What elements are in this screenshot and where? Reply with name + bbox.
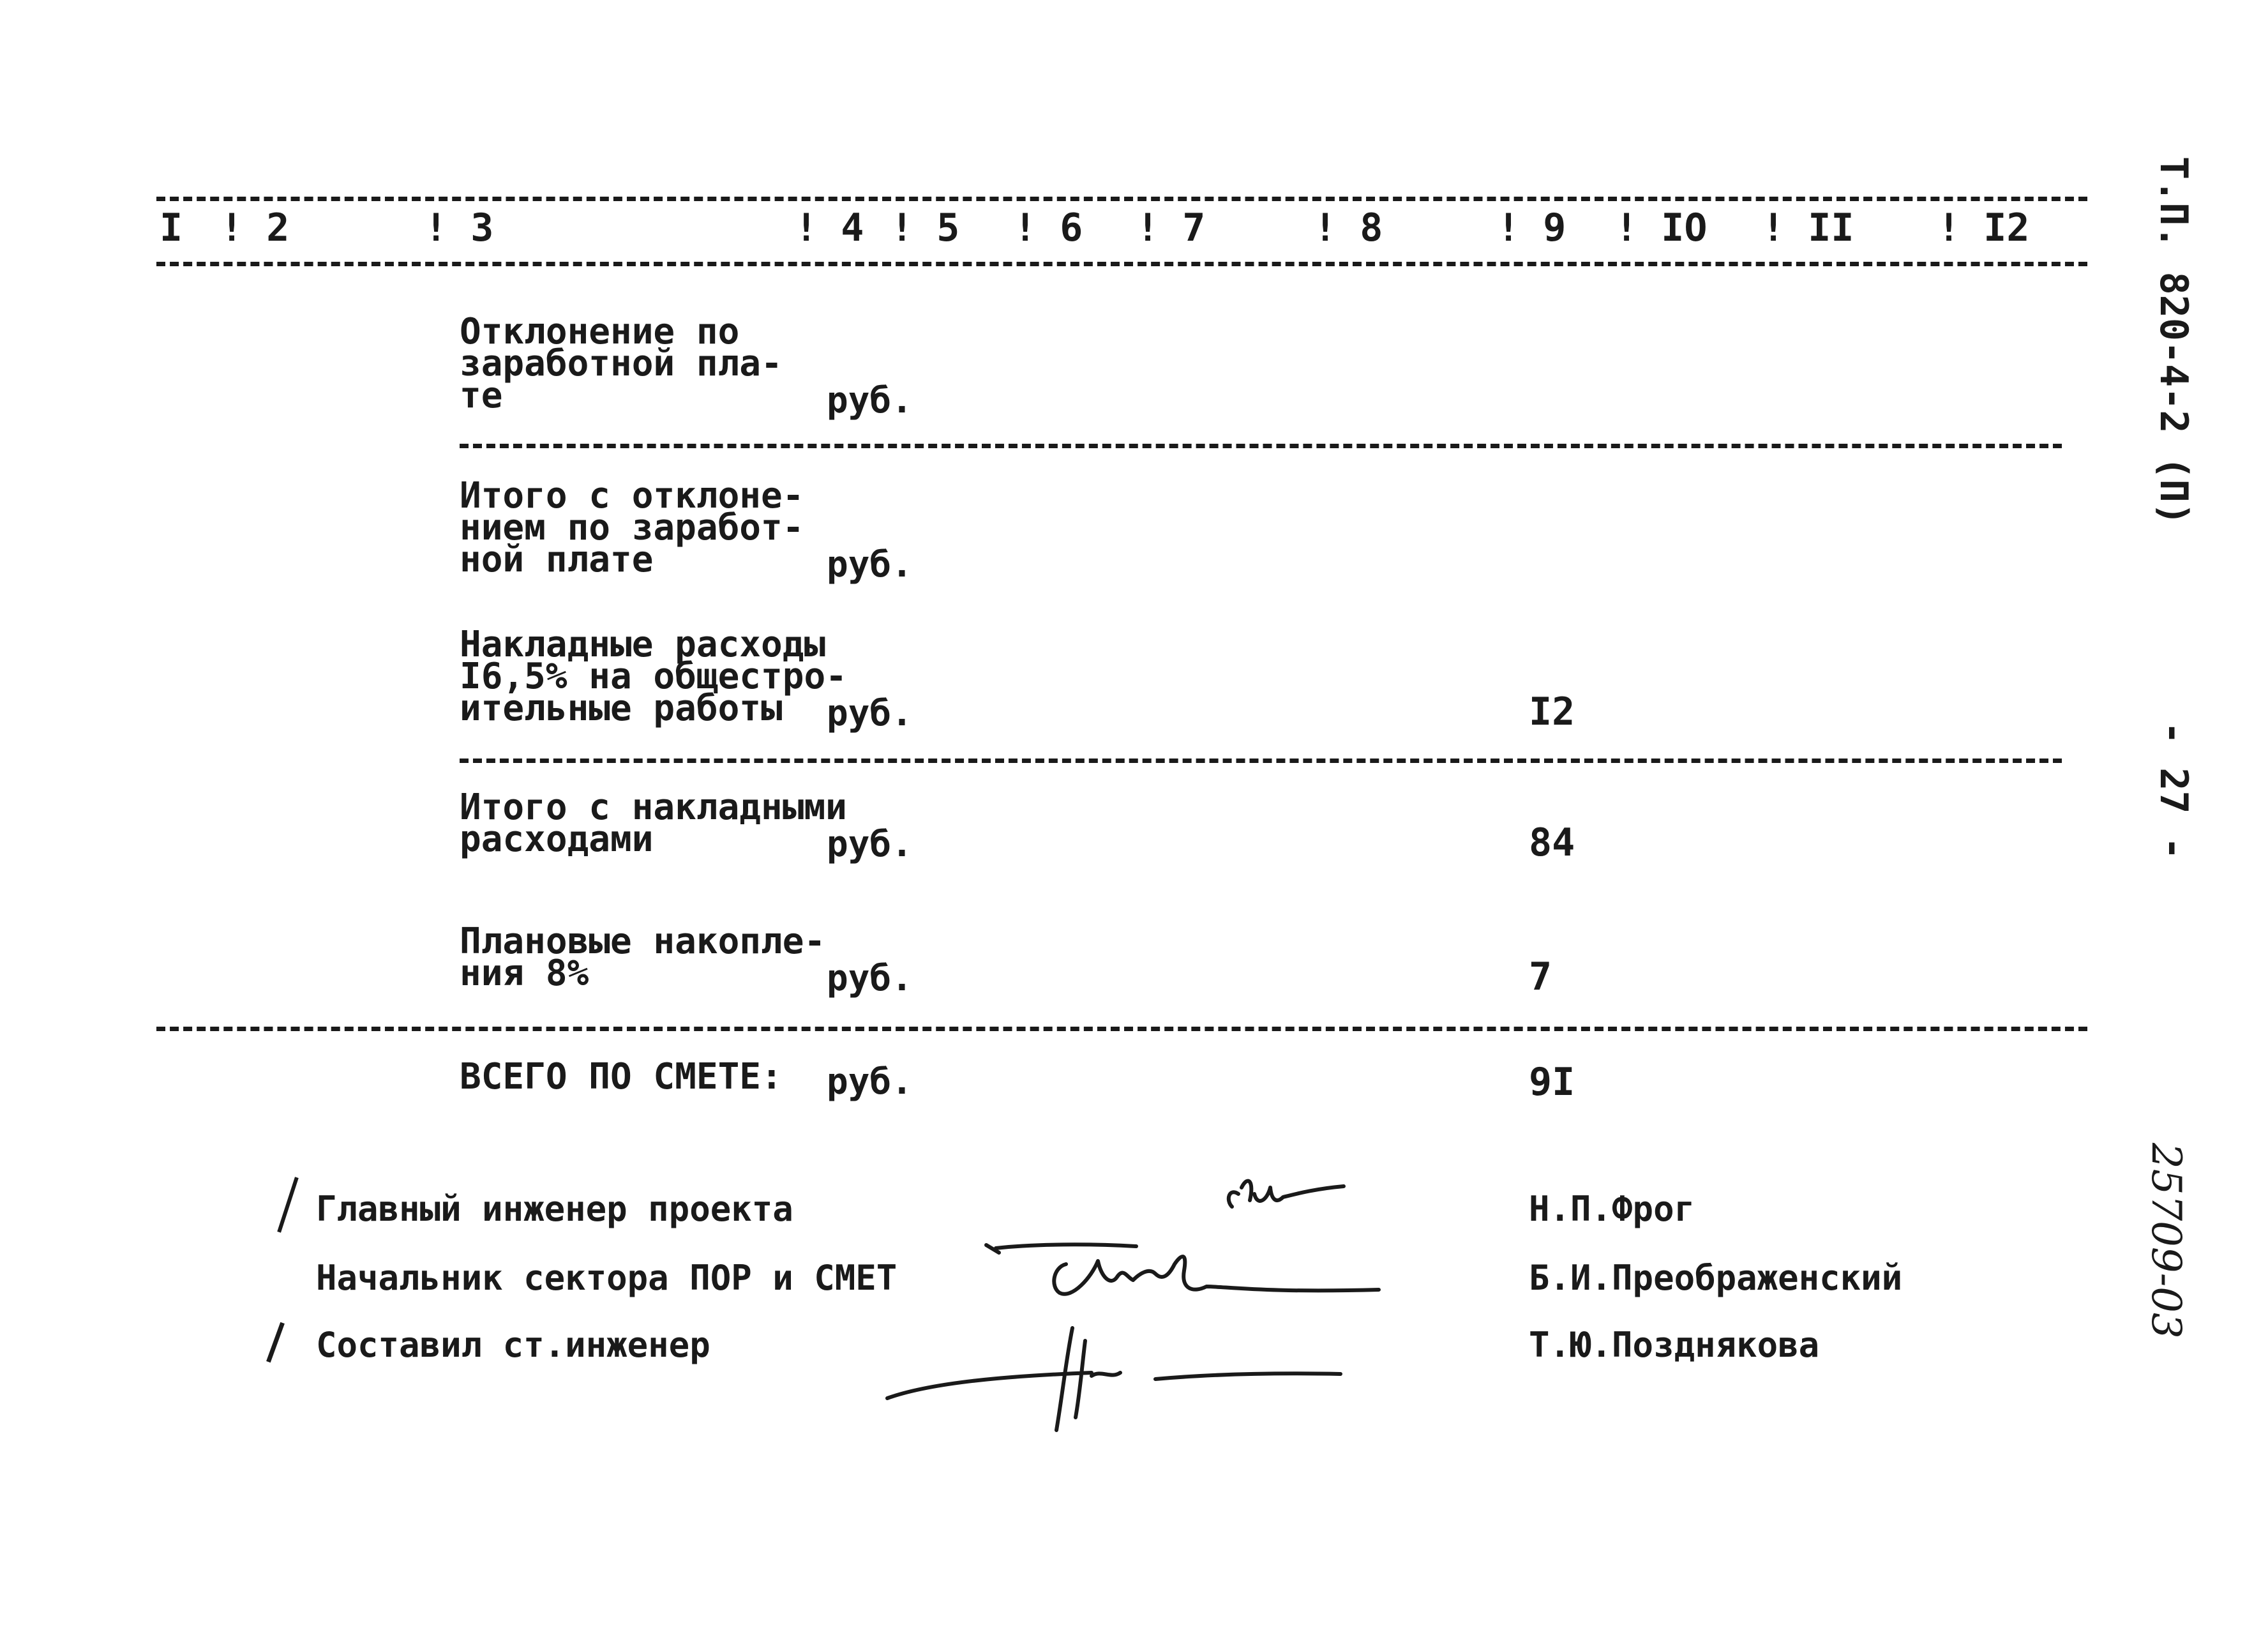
column-header-6: ! 6 <box>1014 206 1083 250</box>
row-3-line-2: I6,5% на общестро- <box>460 656 847 697</box>
handwritten-signatures <box>881 1149 1404 1456</box>
row-3-value: I2 <box>1529 690 1575 734</box>
row-3-line-1: Накладные расходы <box>460 624 826 665</box>
check-mark-1 <box>277 1177 299 1232</box>
row-1-unit: руб. <box>827 380 913 421</box>
column-header-12: ! I2 <box>1937 206 2030 250</box>
row-4-unit: руб. <box>827 824 913 865</box>
row-3-unit: руб. <box>827 693 913 734</box>
total-separator <box>156 1027 2087 1031</box>
row-4-value: 84 <box>1529 820 1575 865</box>
column-header-7: ! 7 <box>1136 206 1206 250</box>
signature-role-2: Начальник сектора ПОР и СМЕТ <box>316 1258 897 1298</box>
row-2-line-3: ной плате <box>460 539 654 580</box>
column-header-8: ! 8 <box>1314 206 1383 250</box>
signature-name-1: Н.П.Фрог <box>1529 1189 1695 1229</box>
row-2-line-1: Итого с отклоне- <box>460 475 804 517</box>
total-label: ВСЕГО ПО СМЕТЕ: <box>460 1056 783 1098</box>
column-header-10: ! IO <box>1615 206 1708 250</box>
header-bottom-rule <box>156 262 2087 266</box>
page-number: - 27 - <box>2151 721 2196 860</box>
row-3-separator <box>460 758 2062 763</box>
column-header-11: ! II <box>1762 206 1854 250</box>
total-unit: руб. <box>827 1061 913 1103</box>
row-5-line-2: ния 8% <box>460 953 589 994</box>
column-header-9: ! 9 <box>1497 206 1566 250</box>
row-5-value: 7 <box>1529 955 1552 999</box>
row-4-line-1: Итого с накладными <box>460 787 847 828</box>
row-3-line-3: ительные работы <box>460 688 783 729</box>
row-4-line-2: расходами <box>460 819 654 860</box>
column-header-5: ! 5 <box>890 206 960 250</box>
signature-name-3: Т.Ю.Позднякова <box>1529 1325 1820 1365</box>
row-5-unit: руб. <box>827 958 913 999</box>
row-1-line-2: заработной пла- <box>460 343 783 384</box>
archive-number: 25709-03 <box>2142 1143 2189 1339</box>
column-header-3: ! 3 <box>424 206 494 250</box>
row-2-unit: руб. <box>827 544 913 585</box>
column-header-4: ! 4 <box>795 206 864 250</box>
row-1-line-1: Отклонение по <box>460 311 740 352</box>
signature-role-1: Главный инженер проекта <box>316 1189 793 1229</box>
column-header-2: ! 2 <box>220 206 290 250</box>
row-5-line-1: Плановые накопле- <box>460 921 826 962</box>
total-value: 9I <box>1529 1060 1575 1105</box>
header-top-rule <box>156 197 2087 201</box>
row-2-line-2: нием по заработ- <box>460 507 804 548</box>
row-1-separator <box>460 444 2062 448</box>
column-header-1: I <box>160 206 183 250</box>
signature-name-2: Б.И.Преображенский <box>1529 1258 1903 1298</box>
row-1-line-3: те <box>460 375 503 416</box>
document-code: Т.П. 820-4-2 (П) <box>2151 156 2196 525</box>
check-mark-3 <box>266 1322 285 1362</box>
signature-role-3: Составил ст.инженер <box>316 1325 710 1365</box>
